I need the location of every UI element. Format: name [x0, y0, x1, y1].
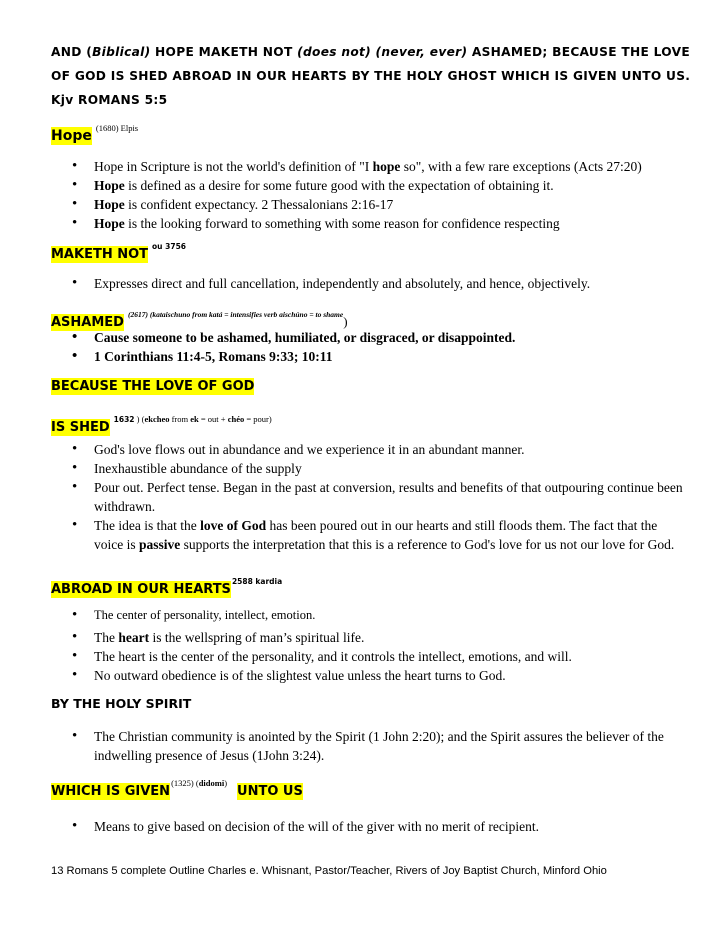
abroad-list	[72, 606, 684, 685]
list-item: • Expresses direct and full cancellation, independently and absolutely, and hence, objectively.	[72, 274, 684, 293]
heading-text: MAKETH NOT	[51, 247, 149, 262]
heading-text: UNTO US	[237, 784, 303, 799]
list-item: • The heart is the wellspring of man’s spiritual life.	[72, 628, 684, 647]
list-item: • Cause someone to be ashamed, humiliated, or disgraced, or disappointed.	[72, 328, 684, 347]
list-item: • Inexhaustible abundance of the supply	[72, 459, 684, 478]
intro-part-italic: (does not) (never, ever)	[297, 45, 468, 59]
section-heading-hope	[51, 123, 138, 145]
list-item: • God's love flows out in abundance and we experience it in an abundant manner.	[72, 440, 684, 459]
hope-list	[72, 157, 684, 233]
list-item: • Means to give based on decision of the will of the giver with no merit of recipient.	[72, 817, 684, 836]
heading-text: BY THE HOLY SPIRIT	[51, 696, 192, 711]
heading-reference: ou 3756	[152, 242, 187, 251]
heading-reference: 1632	[113, 415, 135, 424]
list-item: • The Christian community is anointed by the Spirit (1 John 2:20); and the Spirit assures the believer of the indwelling presence of Jesus (1John 3:24).	[72, 727, 684, 765]
heading-text: IS SHED	[51, 420, 110, 435]
heading-reference: (1325) (didomi)	[171, 778, 228, 788]
heading-etymology: ) (ekcheo from ek = out + chéo = pour)	[134, 414, 272, 424]
intro-verse	[51, 40, 691, 112]
heading-reference: 2588 kardia	[231, 577, 283, 586]
list-item: • Pour out. Perfect tense. Began in the past at conversion, results and benefits of that outpouring continue been withdrawn.	[72, 478, 684, 516]
heading-text: ABROAD IN OUR HEARTS	[51, 582, 231, 597]
section-heading-because	[51, 377, 254, 395]
section-heading-is-shed	[51, 414, 272, 436]
intro-part: HOPE MAKETH NOT	[150, 45, 298, 59]
heading-text: ASHAMED	[51, 315, 124, 330]
list-item: • No outward obedience is of the slightest value unless the heart turns to God.	[72, 666, 684, 685]
list-item: • Hope is defined as a desire for some future good with the expectation of obtaining it.	[72, 176, 684, 195]
list-item: • Hope is confident expectancy. 2 Thessalonians 2:16-17	[72, 195, 684, 214]
intro-part-italic: Biblical)	[92, 45, 151, 59]
holy-list	[72, 727, 684, 765]
given-list	[72, 817, 684, 836]
shed-list	[72, 440, 684, 554]
list-item: • Hope is the looking forward to something with some reason for confidence respecting	[72, 214, 684, 233]
list-item: • Hope in Scripture is not the world's definition of "I hope so", with a few rare exceptions (Acts 27:20)	[72, 157, 684, 176]
section-heading-ashamed: $ASHAMED^{(2617) (kataischuno from katá = intensifies verb aischúno = to shame}$)	[51, 310, 348, 330]
section-heading-holy-spirit	[51, 696, 191, 711]
list-item: • The center of personality, intellect, emotion.	[72, 606, 684, 625]
intro-part: AND (	[51, 45, 93, 59]
section-heading-abroad	[51, 577, 282, 598]
ashamed-list	[72, 328, 684, 366]
heading-reference: (2617) (kataischuno from katá = intensifies verb aischúno = to shame	[127, 310, 344, 319]
list-item: • 1 Corinthians 11:4-5, Romans 9:33; 10:11	[72, 347, 684, 366]
heading-text: Hope	[51, 128, 92, 144]
list-item: • The heart is the center of the personality, and it controls the intellect, emotions, and will.	[72, 647, 684, 666]
heading-text: WHICH IS GIVEN	[51, 784, 171, 799]
section-heading-given	[51, 778, 303, 800]
list-item: • The idea is that the love of God has been poured out in our hearts and still floods them. The fact that the voice is passive supports the interpretation that this is a reference to God's love for us not our love for God.	[72, 516, 684, 554]
heading-reference: (1680) Elpis	[95, 123, 139, 133]
intro-part: ASHAMED; BECAUSE THE LOVE OF GOD IS SHED ABROAD IN OUR HEARTS BY THE HOLY GHOST WHICH IS GIVEN UNTO US. Kjv ROMANS 5:5	[51, 45, 691, 107]
maketh-list	[72, 274, 684, 293]
page-footer: 13 Romans 5 complete Outline Charles e. Whisnant, Pastor/Teacher, Rivers of Joy Baptist Church, Minford Ohio	[51, 865, 607, 877]
heading-text: BECAUSE THE LOVE OF GOD	[51, 379, 255, 394]
section-heading-maketh-not	[51, 242, 186, 263]
